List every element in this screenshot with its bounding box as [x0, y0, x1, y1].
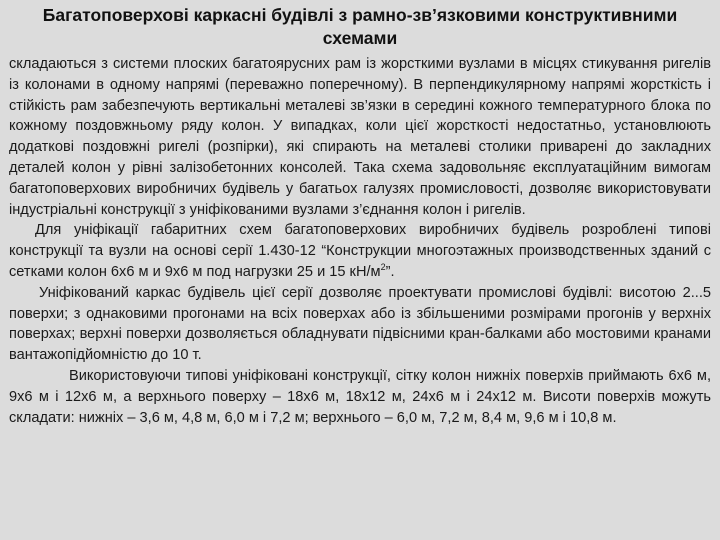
document-title [9, 4, 711, 50]
paragraph-unification-text: Для уніфікації габаритних схем багатоповерхових виробничих будівель розроблені типові конструкції та вузли на основі серії 1.430-12 “Конструкции многоэтажных производственных зданий с сетками колон 6х6 м и 9х6 м под нагрузки 25 и 15 кН/м [9, 222, 711, 280]
paragraph-unification-end: ”. [385, 263, 395, 280]
title-line-2: схемами [322, 28, 398, 48]
paragraph-column-grid: Використовуючи типові уніфіковані конструкції, сітку колон нижніх поверхів приймають 6х6 м, 9х6 м і 12х6 м, а верхнього поверху – 18х6 м, 18х12 м, 24х6 м і 24х12 м. Висоти поверхів можуть складати: нижніх – 3,6 м, 4,8 м, 6,0 м і 7,2 м; верхнього – 6,0 м, 7,2 м, 8,4 м, 9,6 м і 10,8 м. [9, 367, 711, 426]
document-body [9, 54, 711, 428]
title-line-1: Багатоповерхові каркасні будівлі з рамно-зв’язковими конструктивними [42, 5, 678, 25]
paragraph-unification [9, 220, 711, 282]
paragraph-unified-frame: Уніфікований каркас будівель цієї серії дозволяє проектувати промислові будівлі: висотою 2...5 поверхи; з однаковими прогонами на всіх поверхах або із збільшеними розмірами прогонів у верхніх поверхах; верхні поверхи дозволяється обладнувати підвісними кран-балками або мостовими кранами вантажопідйомністю до 10 т. [9, 284, 711, 364]
paragraph-frame-composition: складаються з системи плоских багатоярусних рам із жорсткими вузлами в місцях стикування ригелів із колонами в одному напрямі (переважно поперечному). В перпендикулярному напрямі жорсткість і стійкість рам забезпечують вертикальні металеві зв’язки в середині кожного температурного блока по кожному поздовжньому ряду колон. У випадках, коли цієї жорсткості недостатньо, установлюють додаткові поздовжні ригелі (розпірки), які спирають на металеві столики приварені до закладних деталей колон у рівні залізобетонних консолей. Така схема задовольняє експлуатаційним вимогам багатоповерхових виробничих будівель у багатьох галузях промисловості, дозволяє використовувати індустріальні конструкції з уніфікованими вузлами з’єднання колон і ригелів. [9, 56, 711, 218]
superscript-2: 2 [380, 262, 386, 273]
